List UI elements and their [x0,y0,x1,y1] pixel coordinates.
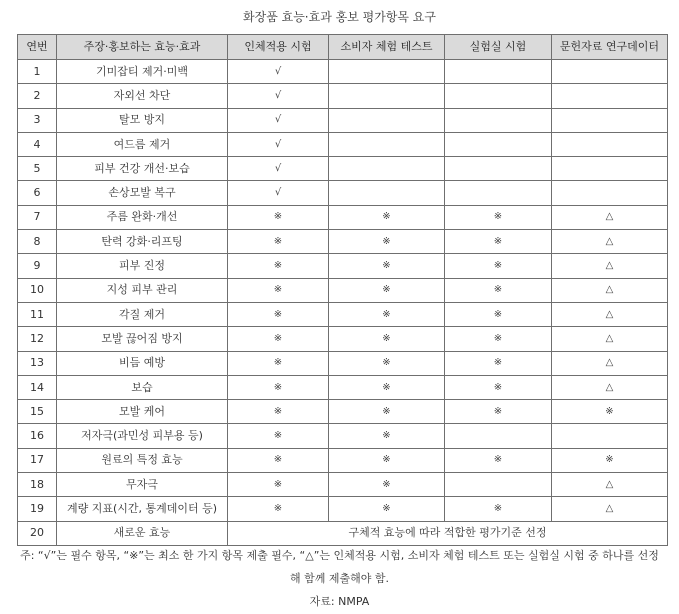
row-number: 15 [18,400,57,424]
claim-cell: 지성 피부 관리 [57,278,228,302]
table-row [18,205,668,229]
merged-criteria-cell: 구체적 효능에 따라 적합한 평가기준 선정 [228,521,668,545]
lab-test-cell: ※ [445,375,552,399]
human-test-cell: ※ [228,351,329,375]
row-number: 3 [18,108,57,132]
row-number: 16 [18,424,57,448]
claim-cell: 피부 진정 [57,254,228,278]
table-row [18,351,668,375]
consumer-test-cell: ※ [329,424,445,448]
row-number: 4 [18,132,57,156]
consumer-test-cell [329,132,445,156]
literature-cell [552,108,668,132]
table-row [18,278,668,302]
claim-cell: 주름 완화·개선 [57,205,228,229]
consumer-test-cell: ※ [329,375,445,399]
human-test-cell: √ [228,84,329,108]
row-number: 1 [18,60,57,84]
table-header-row [18,35,668,60]
lab-test-cell [445,424,552,448]
table-row [18,230,668,254]
header-no: 연번 [18,35,57,60]
human-test-cell: ※ [228,497,329,521]
row-number: 10 [18,278,57,302]
lab-test-cell: ※ [445,400,552,424]
claim-cell: 피부 건강 개선·보습 [57,157,228,181]
row-number: 8 [18,230,57,254]
claim-cell: 모발 케어 [57,400,228,424]
literature-cell [552,181,668,205]
literature-cell: △ [552,375,668,399]
literature-cell: △ [552,302,668,326]
lab-test-cell: ※ [445,497,552,521]
claim-cell: 비듬 예방 [57,351,228,375]
header-claim: 주장·홍보하는 효능·효과 [57,35,228,60]
consumer-test-cell: ※ [329,497,445,521]
human-test-cell: ※ [228,473,329,497]
human-test-cell: √ [228,132,329,156]
literature-cell [552,424,668,448]
table-row [18,327,668,351]
table-row [18,108,668,132]
consumer-test-cell: ※ [329,278,445,302]
footnote-line-1: 주: “√”는 필수 항목, “※”는 최소 한 가지 항목 제출 필수, “△”는 인체적용 시험, 소비자 체험 테스트 또는 실험실 시험 중 하나를 선정 [20,549,659,562]
consumer-test-cell [329,181,445,205]
literature-cell: ※ [552,400,668,424]
row-number: 18 [18,473,57,497]
consumer-test-cell: ※ [329,230,445,254]
literature-cell [552,132,668,156]
human-test-cell: √ [228,157,329,181]
lab-test-cell: ※ [445,351,552,375]
lab-test-cell: ※ [445,327,552,351]
human-test-cell: ※ [228,230,329,254]
consumer-test-cell: ※ [329,400,445,424]
claim-cell: 보습 [57,375,228,399]
claim-cell: 자외선 차단 [57,84,228,108]
lab-test-cell [445,60,552,84]
table-row [18,302,668,326]
lab-test-cell [445,108,552,132]
header-human-test: 인체적용 시험 [228,35,329,60]
human-test-cell: √ [228,108,329,132]
lab-test-cell [445,181,552,205]
literature-cell: △ [552,205,668,229]
row-number: 17 [18,448,57,472]
consumer-test-cell [329,84,445,108]
claim-cell: 탈모 방지 [57,108,228,132]
consumer-test-cell: ※ [329,473,445,497]
header-consumer-test: 소비자 체험 테스트 [329,35,445,60]
human-test-cell: ※ [228,302,329,326]
table-row [18,497,668,521]
literature-cell: △ [552,278,668,302]
claim-cell: 각질 제거 [57,302,228,326]
claim-cell: 원료의 특정 효능 [57,448,228,472]
human-test-cell: ※ [228,424,329,448]
human-test-cell: ※ [228,327,329,351]
literature-cell: △ [552,497,668,521]
row-number: 6 [18,181,57,205]
lab-test-cell: ※ [445,254,552,278]
claim-cell: 저자극(과민성 피부용 등) [57,424,228,448]
human-test-cell: ※ [228,278,329,302]
table-row [18,424,668,448]
table-row [18,254,668,278]
table-row [18,521,668,545]
human-test-cell: √ [228,60,329,84]
row-number: 13 [18,351,57,375]
header-lab-test: 실험실 시험 [445,35,552,60]
consumer-test-cell: ※ [329,205,445,229]
table-row [18,60,668,84]
literature-cell: △ [552,230,668,254]
row-number: 14 [18,375,57,399]
table-row [18,132,668,156]
claim-cell: 새로운 효능 [57,521,228,545]
row-number: 5 [18,157,57,181]
evaluation-table [17,34,668,546]
claim-cell: 무자극 [57,473,228,497]
literature-cell: △ [552,327,668,351]
lab-test-cell [445,84,552,108]
row-number: 9 [18,254,57,278]
table-row [18,157,668,181]
literature-cell [552,157,668,181]
consumer-test-cell: ※ [329,302,445,326]
claim-cell: 손상모발 복구 [57,181,228,205]
literature-cell: △ [552,473,668,497]
literature-cell [552,84,668,108]
consumer-test-cell: ※ [329,448,445,472]
lab-test-cell: ※ [445,230,552,254]
table-row [18,84,668,108]
table-title: 화장품 효능·효과 홍보 평가항목 요구 [243,10,436,24]
literature-cell [552,60,668,84]
claim-cell: 여드름 제거 [57,132,228,156]
human-test-cell: ※ [228,448,329,472]
lab-test-cell: ※ [445,278,552,302]
human-test-cell: ※ [228,254,329,278]
table-row [18,473,668,497]
lab-test-cell: ※ [445,302,552,326]
claim-cell: 모발 끊어짐 방지 [57,327,228,351]
lab-test-cell: ※ [445,205,552,229]
human-test-cell: √ [228,181,329,205]
row-number: 19 [18,497,57,521]
consumer-test-cell: ※ [329,327,445,351]
table-row [18,181,668,205]
table-row [18,375,668,399]
human-test-cell: ※ [228,375,329,399]
row-number: 11 [18,302,57,326]
literature-cell: ※ [552,448,668,472]
row-number: 2 [18,84,57,108]
claim-cell: 탄력 강화·리프팅 [57,230,228,254]
row-number: 7 [18,205,57,229]
table-row [18,400,668,424]
lab-test-cell: ※ [445,448,552,472]
consumer-test-cell [329,108,445,132]
human-test-cell: ※ [228,205,329,229]
literature-cell: △ [552,351,668,375]
consumer-test-cell [329,60,445,84]
table-row [18,448,668,472]
row-number: 12 [18,327,57,351]
source-line: 자료: NMPA [309,595,370,608]
row-number: 20 [18,521,57,545]
consumer-test-cell [329,157,445,181]
lab-test-cell [445,157,552,181]
table-body [18,60,668,546]
literature-cell: △ [552,254,668,278]
claim-cell: 계량 지표(시간, 통계데이터 등) [57,497,228,521]
human-test-cell: ※ [228,400,329,424]
consumer-test-cell: ※ [329,351,445,375]
lab-test-cell [445,473,552,497]
lab-test-cell [445,132,552,156]
header-literature: 문헌자료 연구데이터 [552,35,668,60]
claim-cell: 기미잡티 제거·미백 [57,60,228,84]
footnote-line-2: 해 함께 제출해야 함. [290,572,389,585]
consumer-test-cell: ※ [329,254,445,278]
